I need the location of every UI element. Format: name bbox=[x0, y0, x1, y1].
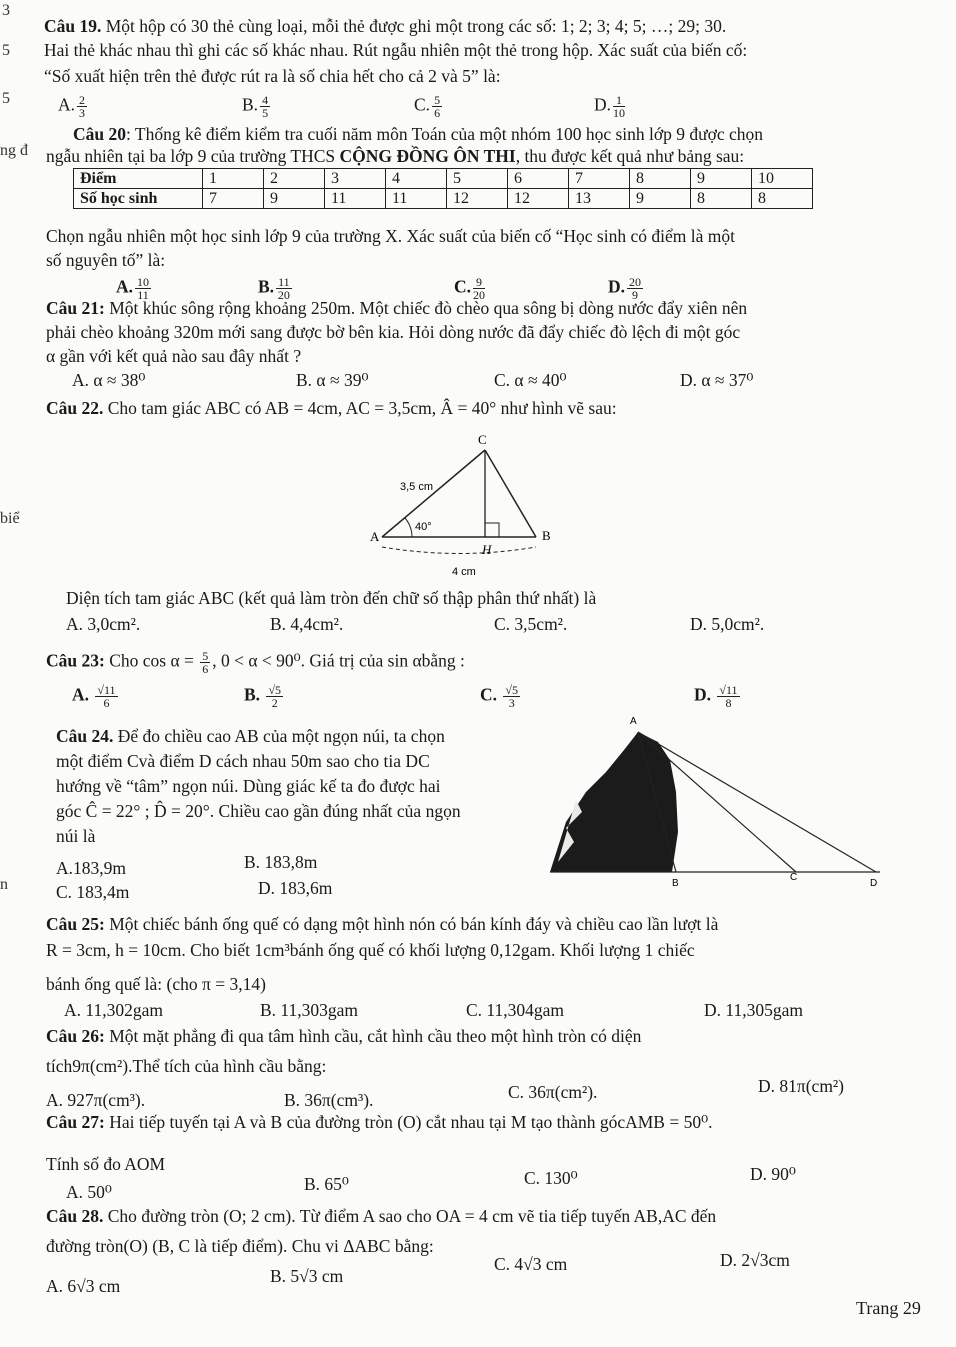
segment-ac bbox=[382, 450, 485, 537]
table-cell: 11 bbox=[325, 189, 386, 209]
margin-fragment: 5 bbox=[2, 90, 10, 107]
table-row bbox=[74, 169, 813, 189]
table-header-cell: Điểm bbox=[74, 169, 203, 189]
q21-option-d: D. α ≈ 37⁰ bbox=[680, 370, 754, 390]
label-ab-length: 4 cm bbox=[452, 566, 476, 578]
table-row bbox=[74, 189, 813, 209]
q28-line2: đường tròn(O) (B, C là tiếp điểm). Chu vi ΔABC bằng: bbox=[46, 1236, 434, 1256]
q20-option-c: C. $\frac{9}{20}$ bbox=[454, 275, 486, 302]
q27-line1: Câu 27: Hai tiếp tuyến tại A và B của đường tròn (O) cắt nhau tại M tạo thành gócAMB = 50⁰. bbox=[46, 1112, 713, 1132]
table-cell: 6 bbox=[508, 169, 569, 189]
q20-option-a: A. $\frac{10}{11}$ bbox=[116, 275, 150, 302]
q19-option-b: B. $\frac{4}{5}$ bbox=[242, 93, 269, 120]
q24-line1: Câu 24. Để đo chiều cao AB của một ngọn núi, ta chọn bbox=[56, 726, 445, 746]
q22-line1: Câu 22. Cho tam giác ABC có AB = 4cm, AC = 3,5cm, Â = 40° như hình vẽ sau: bbox=[46, 398, 617, 418]
q19-option-c: C. $\frac{5}{6}$ bbox=[414, 93, 441, 120]
q23-option-a: A. $\frac{√11}{6}$ bbox=[72, 683, 116, 710]
label-d: D bbox=[870, 878, 878, 889]
q20-line4: số nguyên tố” là: bbox=[46, 250, 166, 270]
q21-line1: Câu 21: Một khúc sông rộng khoảng 250m. Một chiếc đò chèo qua sông bị dòng nước đẩy xiên nên bbox=[46, 298, 748, 318]
table-cell: 9 bbox=[691, 169, 752, 189]
label-angle: 40° bbox=[415, 521, 432, 533]
table-cell: 3 bbox=[325, 169, 386, 189]
q26-option-a: A. 927π(cm³). bbox=[46, 1090, 146, 1110]
label-ac-length: 3,5 cm bbox=[400, 481, 434, 493]
q24-option-a: A.183,9m bbox=[56, 858, 126, 878]
margin-fragment: ng đ bbox=[0, 142, 28, 159]
q25-option-a: A. 11,302gam bbox=[64, 1000, 163, 1020]
q28-option-b: B. 5√3 cm bbox=[270, 1266, 344, 1286]
table-cell: 7 bbox=[203, 189, 264, 209]
q24-line2: một điểm Cvà điểm D cách nhau 50m sao cho tia DC bbox=[56, 751, 430, 771]
q19-option-d: D. $\frac{1}{10}$ bbox=[594, 93, 626, 120]
q19-line2: Hai thẻ khác nhau thì ghi các số khác nhau. Rút ngẫu nhiên một thẻ trong hộp. Xác suất của biến cố: bbox=[44, 40, 748, 60]
triangle-abc-figure bbox=[360, 430, 570, 580]
q22-option-b: B. 4,4cm². bbox=[270, 614, 344, 634]
label-c: C bbox=[478, 432, 487, 447]
q21-option-a: A. α ≈ 38⁰ bbox=[72, 370, 146, 390]
table-cell: 8 bbox=[691, 189, 752, 209]
margin-fragment: 3 bbox=[2, 2, 10, 19]
table-cell: 12 bbox=[447, 189, 508, 209]
q25-option-b: B. 11,303gam bbox=[260, 1000, 359, 1020]
q19-option-a: A. $\frac{2}{3}$ bbox=[58, 93, 86, 120]
table-cell: 8 bbox=[630, 169, 691, 189]
q27-option-b: B. 65⁰ bbox=[304, 1174, 349, 1194]
mountain-silhouette bbox=[550, 732, 678, 872]
q22-option-a: A. 3,0cm². bbox=[66, 614, 141, 634]
q24-line5: núi là bbox=[56, 826, 96, 846]
q24-option-b: B. 183,8m bbox=[244, 852, 318, 872]
q22-option-d: D. 5,0cm². bbox=[690, 614, 765, 634]
segment-cb bbox=[485, 450, 536, 537]
q23-line1: Câu 23: Cho cos α = $\frac{5}{6}$ , 0 < α < 90⁰. Giá trị của sin αbằng : bbox=[46, 649, 465, 676]
q28-line1: Câu 28. Cho đường tròn (O; 2 cm). Từ điểm A sao cho OA = 4 cm vẽ tia tiếp tuyến AB,AC đến bbox=[46, 1206, 717, 1226]
q23-option-b: B. $\frac{√5}{2}$ bbox=[244, 683, 282, 710]
q19-line3: “Số xuất hiện trên thẻ được rút ra là số chia hết cho cả 2 và 5” là: bbox=[44, 66, 501, 86]
label-a: A bbox=[630, 716, 637, 727]
q19-line1: Câu 19. Một hộp có 30 thẻ cùng loại, mỗi thẻ được ghi một trong các số: 1; 2; 3; 4; 5; …; 29; 30. bbox=[44, 16, 727, 36]
q21-option-b: B. α ≈ 39⁰ bbox=[296, 370, 369, 390]
right-angle-mark bbox=[485, 523, 499, 537]
margin-fragment: biể bbox=[0, 510, 20, 527]
q21-option-c: C. α ≈ 40⁰ bbox=[494, 370, 567, 390]
q21-line3: α gần với kết quả nào sau đây nhất ? bbox=[46, 346, 302, 366]
q24-line4: góc Ĉ = 22° ; D̂ = 20°. Chiều cao gần đúng nhất của ngọn bbox=[56, 801, 461, 821]
q23-option-d: D. $\frac{√11}{8}$ bbox=[694, 683, 738, 710]
label-c: C bbox=[790, 872, 798, 883]
table-cell: 8 bbox=[752, 189, 813, 209]
q24-option-c: C. 183,4m bbox=[56, 882, 130, 902]
q20-line2: ngẫu nhiên tại ba lớp 9 của trường THCS CỘNG ĐỒNG ÔN THI, thu được kết quả như bảng sau: bbox=[46, 146, 745, 166]
q20-line1: Câu 20: Thống kê điểm kiểm tra cuối năm môn Toán của một nhóm 100 học sinh lớp 9 được chọn bbox=[73, 124, 764, 144]
q28-option-d: D. 2√3cm bbox=[720, 1250, 790, 1270]
score-table bbox=[73, 168, 813, 209]
mountain-figure bbox=[546, 712, 886, 892]
label-b: B bbox=[672, 878, 679, 889]
q28-option-c: C. 4√3 cm bbox=[494, 1254, 568, 1274]
table-cell: 1 bbox=[203, 169, 264, 189]
q27-option-a: A. 50⁰ bbox=[66, 1182, 112, 1202]
table-cell: 2 bbox=[264, 169, 325, 189]
angle-arc bbox=[405, 518, 412, 537]
q27-line2: Tính số đo AOM bbox=[46, 1154, 166, 1174]
table-cell: 9 bbox=[630, 189, 691, 209]
table-cell: 11 bbox=[386, 189, 447, 209]
margin-fragment: n bbox=[0, 876, 8, 893]
q26-option-c: C. 36π(cm²). bbox=[508, 1082, 598, 1102]
q20-option-b: B. $\frac{11}{20}$ bbox=[258, 275, 290, 302]
q22-line2: Diện tích tam giác ABC (kết quả làm tròn đến chữ số thập phân thứ nhất) là bbox=[66, 588, 597, 608]
table-cell: 10 bbox=[752, 169, 813, 189]
label-h: H bbox=[482, 542, 492, 557]
q24-option-d: D. 183,6m bbox=[258, 878, 333, 898]
q27-option-d: D. 90⁰ bbox=[750, 1164, 796, 1184]
q25-option-d: D. 11,305gam bbox=[704, 1000, 803, 1020]
table-cell: 7 bbox=[569, 169, 630, 189]
q25-line1: Câu 25: Một chiếc bánh ống quế có dạng một hình nón có bán kính đáy và chiều cao lần lượt là bbox=[46, 914, 719, 934]
q25-line3: bánh ống quế là: (cho π = 3,14) bbox=[46, 974, 266, 994]
q23-option-c: C. $\frac{√5}{3}$ bbox=[480, 683, 518, 710]
table-cell: 4 bbox=[386, 169, 447, 189]
q26-option-d: D. 81π(cm²) bbox=[758, 1076, 845, 1096]
q24-line3: hướng về “tâm” ngọn núi. Dùng giác kế ta đo được hai bbox=[56, 776, 441, 796]
table-cell: 12 bbox=[508, 189, 569, 209]
ab-dimension-arc bbox=[382, 547, 536, 554]
table-cell: 9 bbox=[264, 189, 325, 209]
q28-option-a: A. 6√3 cm bbox=[46, 1276, 121, 1296]
q20-line3: Chọn ngẫu nhiên một học sinh lớp 9 của trường X. Xác suất của biến cố “Học sinh có điểm là một bbox=[46, 226, 735, 246]
page-number: Trang 29 bbox=[856, 1298, 921, 1318]
q27-option-c: C. 130⁰ bbox=[524, 1168, 578, 1188]
q21-line2: phải chèo khoảng 320m mới sang được bờ bên kia. Hỏi dòng nước đã đẩy chiếc đò lệch đi một góc bbox=[46, 322, 741, 342]
q26-option-b: B. 36π(cm³). bbox=[284, 1090, 374, 1110]
q25-option-c: C. 11,304gam bbox=[466, 1000, 565, 1020]
q22-option-c: C. 3,5cm². bbox=[494, 614, 568, 634]
label-b: B bbox=[542, 528, 551, 543]
table-cell: 13 bbox=[569, 189, 630, 209]
table-cell: 5 bbox=[447, 169, 508, 189]
label-a: A bbox=[370, 529, 380, 544]
q25-line2: R = 3cm, h = 10cm. Cho biết 1cm³bánh ống quế có khối lượng 0,12gam. Khối lượng 1 chiếc bbox=[46, 940, 695, 960]
table-header-cell: Số học sinh bbox=[74, 189, 203, 209]
q26-line1: Câu 26: Một mặt phẳng đi qua tâm hình cầu, cắt hình cầu theo một hình tròn có diện bbox=[46, 1026, 642, 1046]
margin-fragment: 5 bbox=[2, 42, 10, 59]
q26-line2: tích9π(cm²).Thể tích của hình cầu bằng: bbox=[46, 1056, 327, 1076]
q20-option-d: D. $\frac{20}{9}$ bbox=[608, 275, 642, 302]
